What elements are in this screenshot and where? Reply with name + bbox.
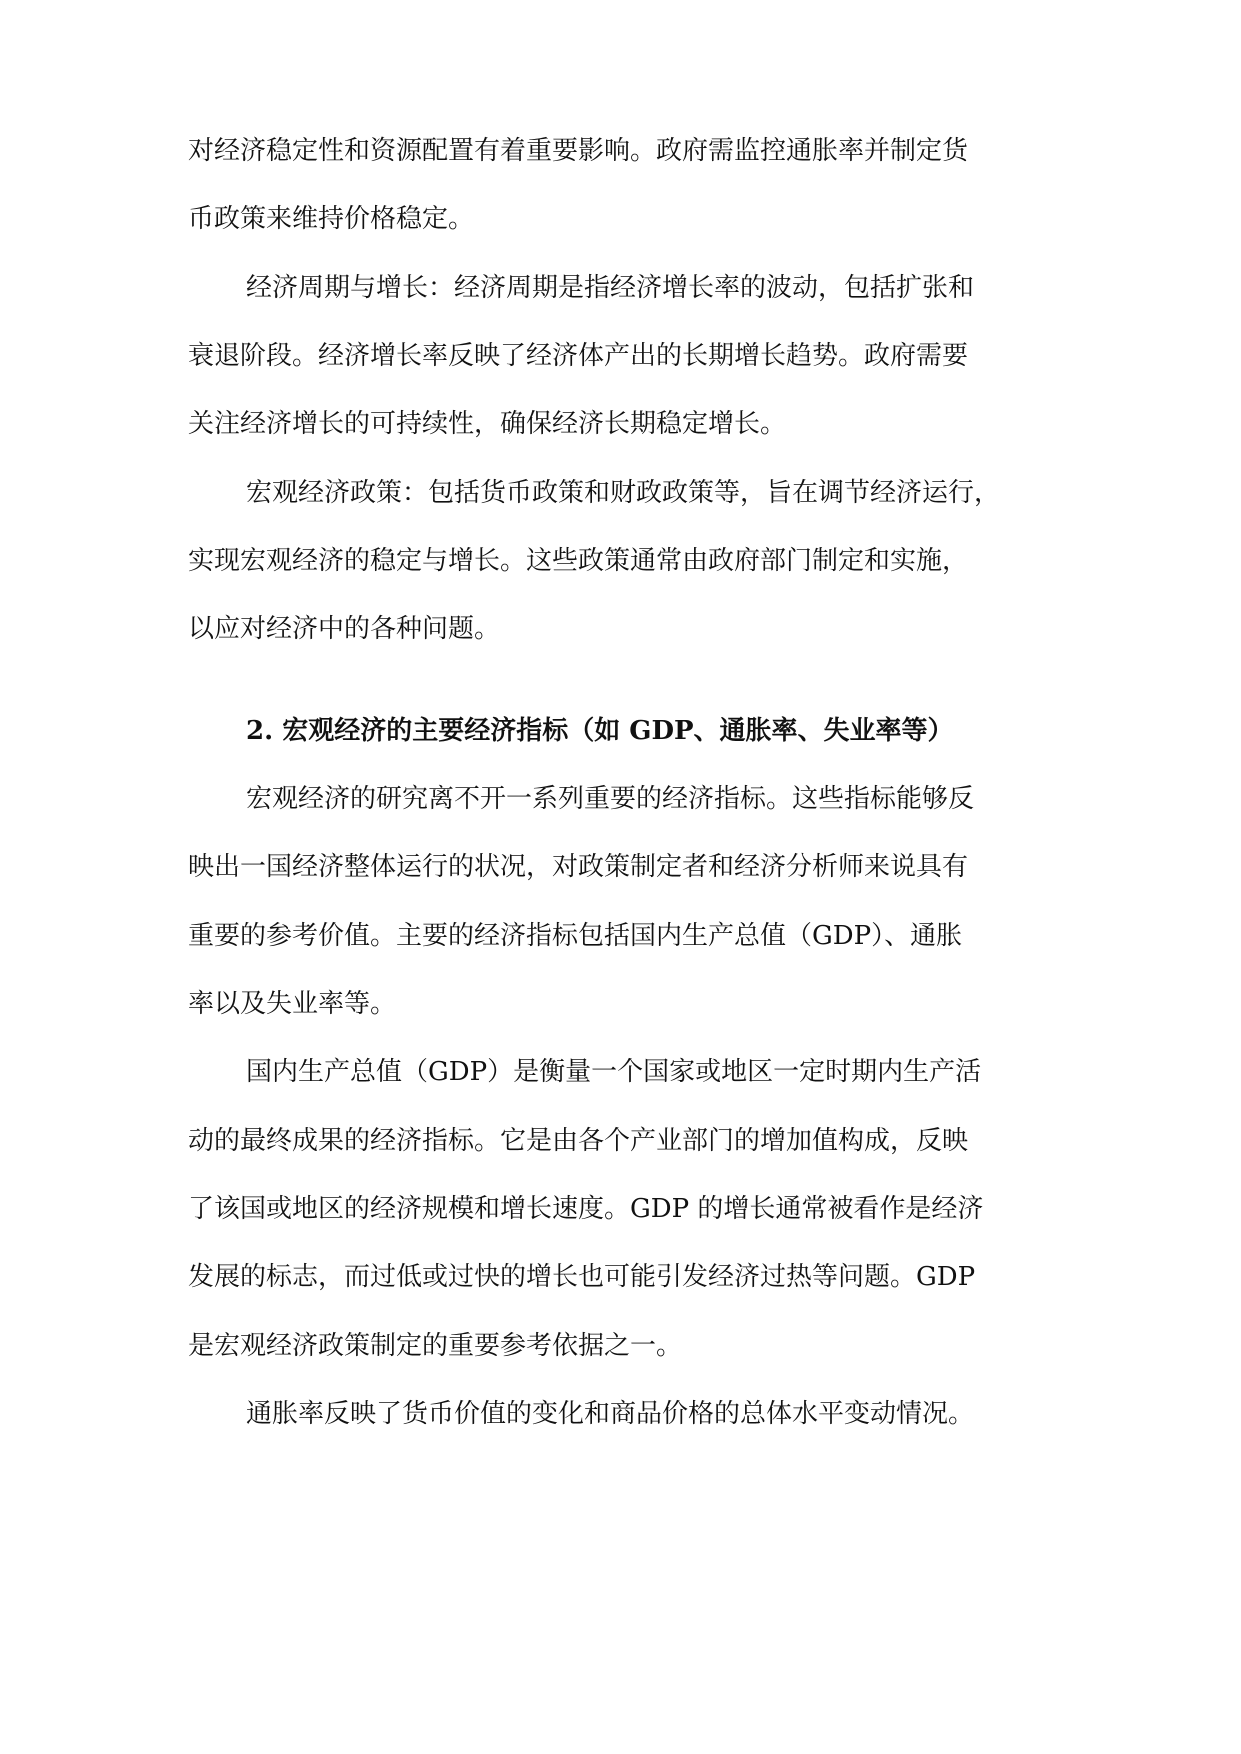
paragraph-line: 币政策来维持价格稳定。 bbox=[188, 204, 475, 234]
paragraph-line: 是宏观经济政策制定的重要参考依据之一。 bbox=[188, 1331, 683, 1361]
paragraph-line: 动的最终成果的经济指标。它是由各个产业部门的增加值构成，反映 bbox=[188, 1126, 969, 1156]
paragraph-line: 国内生产总值（GDP）是衡量一个国家或地区一定时期内生产活 bbox=[246, 1057, 982, 1087]
paragraph-line: 衰退阶段。经济增长率反映了经济体产出的长期增长趋势。政府需要 bbox=[188, 341, 969, 371]
paragraph-line: 映出一国经济整体运行的状况，对政策制定者和经济分析师来说具有 bbox=[188, 852, 969, 882]
paragraph-line: 重要的参考价值。主要的经济指标包括国内生产总值（GDP）、通胀 bbox=[188, 921, 963, 951]
paragraph-line: 了该国或地区的经济规模和增长速度。GDP 的增长通常被看作是经济 bbox=[188, 1194, 984, 1224]
section-heading: 2. 宏观经济的主要经济指标（如 GDP、通胀率、失业率等） bbox=[246, 716, 954, 746]
paragraph-line: 以应对经济中的各种问题。 bbox=[188, 614, 501, 644]
paragraph-line: 实现宏观经济的稳定与增长。这些政策通常由政府部门制定和实施， bbox=[188, 546, 969, 576]
paragraph-line: 发展的标志，而过低或过快的增长也可能引发经济过热等问题。GDP bbox=[188, 1262, 976, 1292]
paragraph-line: 经济周期与增长：经济周期是指经济增长率的波动，包括扩张和 bbox=[246, 273, 975, 303]
paragraph-line: 通胀率反映了货币价值的变化和商品价格的总体水平变动情况。 bbox=[246, 1399, 975, 1429]
paragraph-line: 对经济稳定性和资源配置有着重要影响。政府需监控通胀率并制定货 bbox=[188, 136, 969, 166]
paragraph-line: 宏观经济的研究离不开一系列重要的经济指标。这些指标能够反 bbox=[246, 784, 975, 814]
paragraph-line: 率以及失业率等。 bbox=[188, 989, 397, 1019]
paragraph-line: 宏观经济政策：包括货币政策和财政政策等，旨在调节经济运行， bbox=[246, 478, 1001, 508]
paragraph-line: 关注经济增长的可持续性，确保经济长期稳定增长。 bbox=[188, 409, 787, 439]
